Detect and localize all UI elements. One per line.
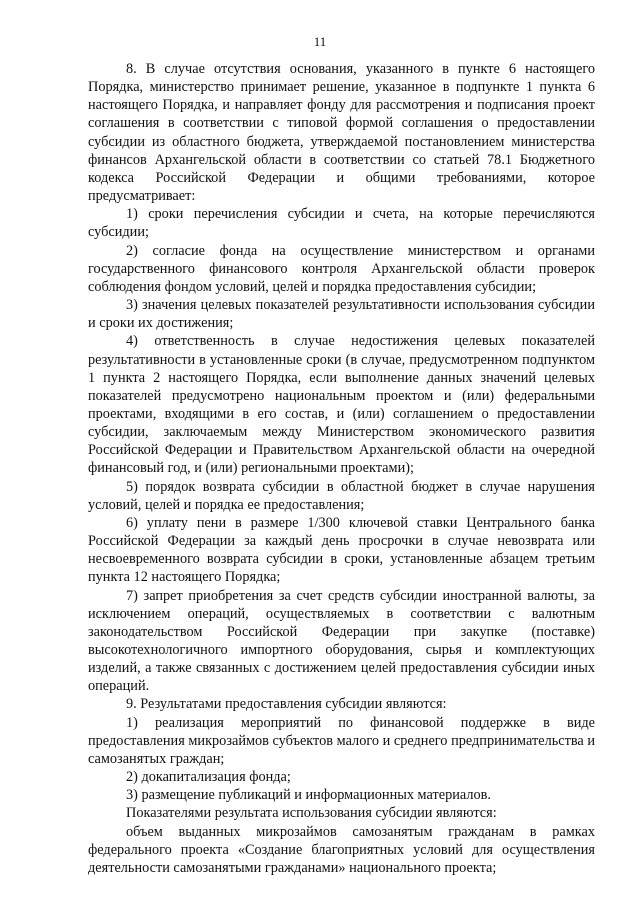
paragraph-9: 9. Результатами предоставления субсидии являются: xyxy=(126,696,447,713)
paragraph-9-item-2: 2) докапитализация фонда; xyxy=(126,769,291,786)
indicators-heading: Показателями результата использования субсидии являются: xyxy=(126,805,497,822)
paragraph-8-item-5: 5) порядок возврата субсидии в областной бюджет в случае нарушения условий, целей и порядка ее предоставления; xyxy=(88,478,595,513)
document-body xyxy=(88,60,595,877)
paragraph-8-item-6: 6) уплату пени в размере 1/300 ключевой ставки Центрального банка Российской Федерации за каждый день просрочки в случае невозврата или несвоевременного возврата субсидии в сроки, установленные абзацем третьим пункта 12 настоящего Порядка; xyxy=(88,514,595,586)
paragraph-8-item-1: 1) сроки перечисления субсидии и счета, на которые перечисляются субсидии; xyxy=(88,206,595,241)
paragraph-8-item-4: 4) ответственность в случае недостижения целевых показателей результативности в установленные сроки (в случае, предусмотренном подпунктом 1 пункта 2 настоящего Порядка, если выполнение данных значений целевых показателей предусмотрено национальным проектом и (или) федеральными проектами, входящими в его состав, и (или) соглашением о предоставлении субсидии, заключаемым между Министерством экономического развития Российской Федерации и Правительством Архангельской области на очередной финансовый год, и (или) региональными проектами); xyxy=(88,333,595,477)
paragraph-8-item-2: 2) согласие фонда на осуществление министерством и органами государственного финансового контроля Архангельской области проверок соблюдения фондом условий, целей и порядка предоставления субсидии; xyxy=(88,242,595,295)
paragraph-8-item-3: 3) значения целевых показателей результативности использования субсидии и сроки их достижения; xyxy=(88,297,595,332)
page-number: 11 xyxy=(313,34,327,49)
indicator-item: объем выданных микрозаймов самозанятым гражданам в рамках федерального проекта «Создание благоприятных условий для осуществления деятельности самозанятыми гражданами» национального проекта; xyxy=(88,823,595,876)
paragraph-9-item-3: 3) размещение публикаций и информационных материалов. xyxy=(126,787,491,804)
paragraph-8-item-7: 7) запрет приобретения за счет средств субсидии иностранной валюты, за исключением операций, осуществляемых в соответствии с валютным законодательством Российской Федерации при закупке (поставке) высокотехнологичного импортного оборудования, сырья и комплектующих изделий, а также связанных с достижением целей предоставления субсидии иных операций. xyxy=(88,587,595,695)
paragraph-9-item-1: 1) реализация мероприятий по финансовой поддержке в виде предоставления микрозаймов субъектов малого и среднего предпринимательства и самозанятых граждан; xyxy=(88,714,595,767)
paragraph-8: 8. В случае отсутствия основания, указанного в пункте 6 настоящего Порядка, министерство принимает решение, указанное в подпункте 1 пункта 6 настоящего Порядка, и направляет фонду для рассмотрения и подписания проект соглашения в соответствии с типовой формой соглашения о предоставлении субсидии из областного бюджета, утверждаемой постановлением министерства финансов Архангельской области в соответствии со статьей 78.1 Бюджетного кодекса Российской Федерации и общими требованиями, которое предусматривает: xyxy=(88,61,595,205)
